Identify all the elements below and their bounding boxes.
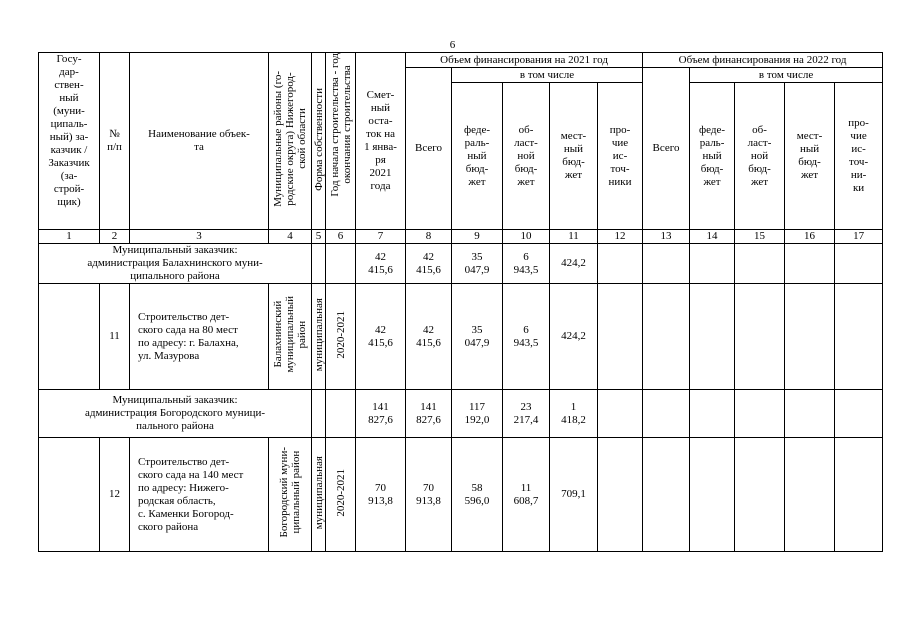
header-estimate: Смет- ный оста- ток на 1 янва- ря 2021 года — [356, 53, 406, 230]
header-customer: Госу- дар- ствен- ный (муни- ципаль- ный) за- казчик / Заказчик (за- строй- щик) — [39, 53, 100, 230]
header-fin-2022: Объем финансирования на 2022 год — [643, 53, 883, 68]
column-numbers-row — [39, 230, 883, 244]
district-cell: Балахнинский муниципальный район — [269, 284, 312, 390]
header-local-2022: мест- ный бюд- жет — [785, 83, 835, 230]
federal-cell: 58 596,0 — [452, 438, 503, 552]
estimate-cell: 70 913,8 — [356, 438, 406, 552]
estimate-cell: 141 827,6 — [356, 390, 406, 438]
header-other-2021: про- чие ис- точ- ники — [598, 83, 643, 230]
col-num: 2 — [100, 230, 130, 244]
financing-table — [38, 52, 883, 552]
local-cell: 424,2 — [550, 284, 598, 390]
col-num: 3 — [130, 230, 269, 244]
table-row — [39, 390, 883, 438]
table-row — [39, 438, 883, 552]
regional-cell: 23 217,4 — [503, 390, 550, 438]
object-name: Строительство дет- ского сада на 80 мест по адресу: г. Балахна, ул. Мазурова — [130, 284, 269, 390]
col-num: 5 — [312, 230, 326, 244]
total-cell: 42 415,6 — [406, 284, 452, 390]
regional-cell: 6 943,5 — [503, 244, 550, 284]
header-federal-2022: феде- раль- ный бюд- жет — [690, 83, 735, 230]
local-cell: 709,1 — [550, 438, 598, 552]
row-number: 11 — [100, 284, 130, 390]
table-row — [39, 244, 883, 284]
col-num: 10 — [503, 230, 550, 244]
header-ownership: Форма собственности — [312, 53, 326, 230]
header-total-2022: Всего — [643, 68, 690, 230]
object-name: Строительство дет- ского сада на 140 мест по адресу: Нижего- родская область, с. Каменки Богород- ского района — [130, 438, 269, 552]
col-num: 12 — [598, 230, 643, 244]
customer-cell: Муниципальный заказчик: администрация Богородского муници- пального района — [39, 390, 312, 438]
col-num: 14 — [690, 230, 735, 244]
table-row — [39, 284, 883, 390]
col-num: 4 — [269, 230, 312, 244]
federal-cell: 35 047,9 — [452, 244, 503, 284]
local-cell: 1 418,2 — [550, 390, 598, 438]
years-cell: 2020-2021 — [326, 438, 356, 552]
header-federal-2021: феде- раль- ный бюд- жет — [452, 83, 503, 230]
header-regional-2022: об- ласт- ной бюд- жет — [735, 83, 785, 230]
estimate-cell: 42 415,6 — [356, 244, 406, 284]
local-cell: 424,2 — [550, 244, 598, 284]
ownership-cell: муниципальная — [312, 438, 326, 552]
col-num: 13 — [643, 230, 690, 244]
regional-cell: 6 943,5 — [503, 284, 550, 390]
years-cell: 2020-2021 — [326, 284, 356, 390]
regional-cell: 11 608,7 — [503, 438, 550, 552]
row-number: 12 — [100, 438, 130, 552]
header-object-name: Наименование объек- та — [130, 53, 269, 230]
col-num: 15 — [735, 230, 785, 244]
col-num: 11 — [550, 230, 598, 244]
federal-cell: 35 047,9 — [452, 284, 503, 390]
header-including-2021: в том числе — [452, 68, 643, 83]
header-fin-2021: Объем финансирования на 2021 год — [406, 53, 643, 68]
header-regional-2021: об- ласт- ной бюд- жет — [503, 83, 550, 230]
federal-cell: 117 192,0 — [452, 390, 503, 438]
header-including-2022: в том числе — [690, 68, 883, 83]
header-other-2022: про- чие ис- точ- ни- ки — [835, 83, 883, 230]
col-num: 8 — [406, 230, 452, 244]
district-cell: Богородский муни- ципальный район — [269, 438, 312, 552]
header-years: Год начала строительства - год окончания строительства — [326, 53, 356, 230]
col-num: 6 — [326, 230, 356, 244]
estimate-cell: 42 415,6 — [356, 284, 406, 390]
total-cell: 141 827,6 — [406, 390, 452, 438]
col-num: 1 — [39, 230, 100, 244]
header-num: № п/п — [100, 53, 130, 230]
ownership-cell: муниципальная — [312, 284, 326, 390]
header-districts: Муниципальные районы (го- родские округа) Нижегород- ской области — [269, 53, 312, 230]
col-num: 16 — [785, 230, 835, 244]
col-num: 9 — [452, 230, 503, 244]
col-num: 7 — [356, 230, 406, 244]
page-number: 6 — [449, 39, 456, 51]
col-num: 17 — [835, 230, 883, 244]
header-local-2021: мест- ный бюд- жет — [550, 83, 598, 230]
header-total-2021: Всего — [406, 68, 452, 230]
total-cell: 42 415,6 — [406, 244, 452, 284]
total-cell: 70 913,8 — [406, 438, 452, 552]
customer-cell: Муниципальный заказчик: администрация Балахнинского муни- ципального района — [39, 244, 312, 284]
